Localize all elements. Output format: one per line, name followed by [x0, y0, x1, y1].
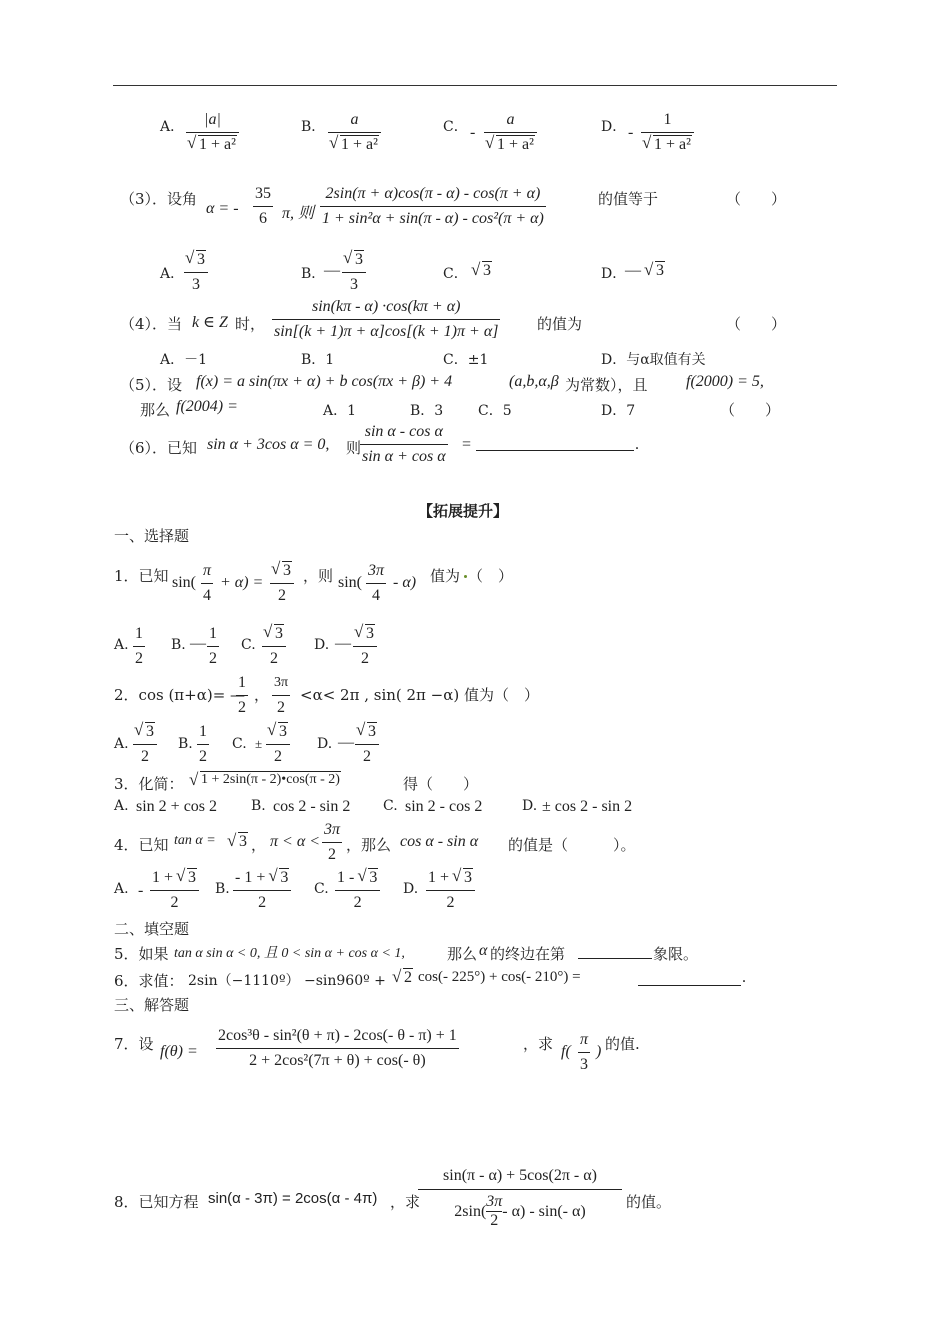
part-2-title: 二、填空题 — [114, 920, 190, 938]
q3-fraction — [253, 184, 273, 229]
p2-r-num: 3π — [274, 675, 289, 690]
q5-option-b: B．3 — [410, 403, 444, 419]
p2-option-a-label: A. — [114, 736, 129, 752]
section-title: 【拓展提升】 — [418, 502, 509, 520]
p3-expr: 1 + 2sin(π - 2)•cos(π - 2) — [201, 772, 340, 787]
p5-tail-a: 那么 — [447, 945, 478, 963]
q2-option-a — [186, 110, 239, 155]
p3-option-b: cos 2 - sin 2 — [273, 798, 351, 815]
p8-expression — [418, 1166, 622, 1230]
q6-equals: = — [462, 436, 472, 453]
p4-option-c — [335, 868, 380, 913]
q2-d-num: 1 — [663, 111, 672, 128]
p7-label: 7．设 — [114, 1035, 154, 1053]
p2-f-num: 1 — [238, 674, 246, 691]
p7-den: 2 + 2cos²(7π + θ) + cos(- θ) — [249, 1052, 426, 1069]
p2-option-d-sign: — — [338, 734, 354, 751]
q3-frac-num: 35 — [255, 185, 271, 202]
p1-b-den: 2 — [209, 650, 217, 667]
q4-option-b: B．1 — [301, 352, 335, 368]
p2-a-num: 3 — [146, 723, 154, 740]
p3-option-c-label: C. — [383, 798, 398, 814]
p1-rhs-den: 2 — [278, 587, 286, 604]
p7-ask-num: π — [580, 1031, 589, 1048]
p3-option-a-label: A. — [114, 798, 129, 814]
q2-option-c-sign: - — [470, 124, 476, 141]
p1-d-den: 2 — [361, 650, 369, 667]
p1-rhs — [270, 561, 294, 606]
q3-option-d-sign: — — [625, 262, 641, 279]
q6-condition: sin α + 3cos α = 0, — [207, 436, 330, 453]
p4-d-num-r: 3 — [464, 869, 473, 886]
p1-a-den: 2 — [135, 650, 143, 667]
p5-tail-c: 象限。 — [653, 945, 699, 963]
q3-option-b — [342, 250, 366, 295]
p5-condition: tan α sin α < 0, 且 0 < sin α + cos α < 1, — [174, 946, 405, 961]
q6-label: （6）．已知 — [120, 439, 198, 457]
q4-expression — [272, 297, 500, 342]
q6-period: . — [635, 436, 639, 453]
p8-den — [418, 1193, 622, 1230]
p3-option-a: sin 2 + cos 2 — [136, 798, 218, 815]
q5-option-a: A．1 — [323, 403, 357, 419]
p2-r-den: 2 — [277, 699, 286, 716]
q4-expr-den: sin[(k + 1)π + α]cos[(k + 1)π + α] — [274, 323, 499, 340]
p4-option-a — [150, 868, 199, 913]
p4-b-den: 2 — [258, 894, 267, 911]
p2-option-a — [133, 722, 157, 767]
p4-condition: tan α = — [174, 833, 216, 848]
p4-label: 4．已知 — [114, 836, 169, 854]
p1-option-b — [207, 624, 219, 669]
q3-pi-then: π, 则 — [282, 205, 315, 222]
p7-ask-den: 3 — [580, 1056, 588, 1073]
p3-option-b-label: B. — [251, 798, 266, 814]
q4-option-d: D．与α取值有关 — [601, 352, 706, 368]
p8-tail: 的值。 — [626, 1193, 672, 1211]
p2-range-frac — [272, 673, 290, 718]
q3-label: （3）．设角 — [120, 190, 198, 208]
q2-option-d — [641, 110, 694, 155]
q3-c-val: 3 — [483, 262, 491, 279]
p2-a-den: 2 — [141, 748, 149, 765]
p1-option-c-label: C. — [241, 637, 256, 653]
p1-then: ，则 — [303, 567, 334, 585]
q3-option-c-label: C． — [443, 266, 468, 282]
p1-rhs-num: 3 — [283, 562, 291, 579]
q2-b-num: a — [350, 111, 359, 128]
p7-ask: ，求 — [523, 1035, 554, 1053]
q5-function: f(x) = a sin(πx + α) + b cos(πx + β) + 4 — [196, 373, 453, 390]
p2-c-den: 2 — [274, 748, 282, 765]
q2-a-den: 1 + a² — [199, 136, 236, 153]
q4-option-c: C．±1 — [443, 352, 489, 368]
p1-b-num: 1 — [209, 625, 217, 642]
q4-tail: 的值为 — [537, 315, 583, 333]
p4-a-num-a: 1 + — [152, 869, 178, 886]
q4-expr-num: sin(kπ - α) ·cos(kπ + α) — [311, 298, 461, 315]
p1-f1-den: 4 — [203, 587, 211, 604]
p4-b-num-r: 3 — [280, 869, 289, 886]
q3-option-a-label: A． — [160, 266, 185, 282]
p1-f1-num: π — [203, 562, 212, 579]
p6-root — [393, 969, 413, 987]
p4-a-num-r: 3 — [188, 869, 197, 886]
p4-d-num-a: 1 + — [428, 869, 454, 886]
part-1-title: 一、选择题 — [114, 527, 190, 545]
p1-answer-paren: （ ） — [468, 567, 514, 585]
p2-option-b-label: B. — [178, 736, 193, 752]
p5-answer-blank[interactable] — [578, 958, 652, 959]
p4-cond-val: 3 — [239, 833, 247, 850]
p1-sin2-open: sin( — [338, 574, 362, 591]
p1-option-a-label: A. — [114, 637, 129, 653]
p4-c-num-a: 1 - — [337, 869, 359, 886]
p1-tail: 值为 — [430, 567, 461, 585]
q6-expr-num: sin α - cos α — [364, 423, 443, 440]
p4-tail-b: 的值是（ ）。 — [508, 836, 636, 854]
q2-option-b-label: B． — [301, 119, 326, 135]
p5-alpha: α — [479, 942, 488, 959]
p2-option-c — [266, 722, 290, 767]
p8-num: sin(π - α) + 5cos(2π - α) — [443, 1167, 597, 1184]
q3-d-val: 3 — [656, 262, 664, 279]
p1-frac-1 — [201, 561, 213, 606]
p8-ask: ，求 — [390, 1193, 421, 1211]
p3-label: 3．化简： — [114, 775, 184, 793]
p7-num: 2cos³θ - sin²(θ + π) - 2cos(- θ - π) + 1 — [218, 1027, 457, 1044]
q2-option-d-sign: - — [628, 124, 634, 141]
p2-option-d — [355, 722, 379, 767]
p4-d-den: 2 — [446, 894, 455, 911]
p4-range-frac — [322, 820, 342, 865]
q6-answer-blank[interactable] — [476, 450, 634, 451]
p1-option-c — [262, 624, 286, 669]
q3-tail: 的值等于 — [598, 190, 659, 208]
q5-line2-label: 那么 — [140, 401, 171, 419]
p7-expression — [216, 1026, 459, 1071]
q2-option-c — [484, 110, 537, 155]
p3-option-d: ± cos 2 - sin 2 — [542, 798, 633, 815]
p1-option-b-label: B. — [171, 637, 186, 653]
q5-constants-tail: 为常数），且 — [565, 376, 648, 394]
q5-given: f(2000) = 5, — [686, 373, 764, 390]
q2-b-den: 1 + a² — [341, 136, 378, 153]
p1-f2-num: 3π — [368, 562, 385, 579]
p8-equation: sin(α - 3π) = 2cos(α - 4π) — [208, 1190, 378, 1207]
p4-c-num-r: 3 — [369, 869, 378, 886]
q5-answer-paren: （ ） — [720, 401, 781, 419]
part-3-title: 三、解答题 — [114, 996, 190, 1014]
p2-f-den: 2 — [238, 699, 246, 716]
q3-b-num: 3 — [355, 251, 363, 268]
p6-answer-blank[interactable] — [638, 985, 741, 986]
p2-d-den: 2 — [363, 748, 371, 765]
q3-expr-den: 1 + sin²α + sin(π - α) - cos²(π + α) — [322, 210, 544, 227]
q5-option-c: C．5 — [478, 403, 512, 419]
p3-option-c: sin 2 - cos 2 — [405, 798, 483, 815]
q3-frac-den: 6 — [259, 210, 267, 227]
p4-b-num-a: - 1 + — [235, 869, 270, 886]
p7-ask-f: f( — [561, 1043, 571, 1060]
p4-option-a-sign: - — [138, 882, 144, 899]
p8-label: 8．已知方程 — [114, 1193, 199, 1211]
p1-c-num: 3 — [275, 625, 283, 642]
p1-sin-open: sin( — [172, 574, 196, 591]
p1-minus-alpha: - α) — [393, 574, 417, 591]
p4-a-den: 2 — [170, 894, 179, 911]
p4-r-den: 2 — [328, 846, 336, 863]
p1-option-d-label: D. — [314, 637, 330, 653]
p3-tail: 得（ ） — [403, 775, 479, 793]
p4-option-d — [426, 868, 475, 913]
p5-label: 5．如果 — [114, 945, 169, 963]
p7-ask-close: ) — [596, 1043, 602, 1060]
p4-comma: ， — [251, 836, 267, 854]
p2-b-num: 1 — [199, 723, 207, 740]
q5-constants: (a,b,α,β — [509, 373, 559, 390]
p2-d-num: 3 — [368, 723, 376, 740]
p4-c-den: 2 — [353, 894, 362, 911]
p8-den-a: 2sin( — [454, 1202, 487, 1220]
p1-frac-2 — [366, 561, 386, 606]
p6-expression-a: 2sin（−1110º） −sin960º + — [188, 973, 386, 989]
p7-ask-frac — [578, 1030, 590, 1075]
q4-condition: k ∈ Z — [192, 314, 228, 331]
q3-expression — [320, 184, 546, 229]
q6-expr-den: sin α + cos α — [362, 448, 446, 465]
p8-den-num: 3π — [486, 1193, 503, 1210]
p1-option-d — [353, 624, 377, 669]
p2-c-num: 3 — [279, 723, 287, 740]
q5-option-d: D．7 — [601, 403, 636, 419]
p6-period: . — [742, 969, 746, 986]
p1-option-d-sign: — — [335, 635, 351, 652]
p1-option-b-sign: — — [190, 635, 206, 652]
p1-option-a — [133, 624, 145, 669]
p1-c-den: 2 — [270, 650, 278, 667]
p8-den-den: 2 — [490, 1212, 499, 1229]
p8-den-frac — [486, 1193, 502, 1230]
p1-marker-dot — [464, 575, 467, 578]
p8-den-b: - α) - sin(- α) — [502, 1202, 586, 1220]
q2-option-c-label: C． — [443, 119, 468, 135]
q3-b-den: 3 — [350, 276, 358, 293]
q3-option-b-label: B． — [301, 266, 326, 282]
q4-time: 时， — [235, 315, 266, 333]
p7-function: f(θ) = — [160, 1043, 198, 1060]
q3-option-c — [472, 262, 492, 280]
p4-option-c-label: C. — [314, 881, 329, 897]
q2-d-den: 1 + a² — [654, 136, 691, 153]
q3-option-b-sign: — — [324, 262, 340, 279]
q3-alpha-eq: α = - — [206, 200, 239, 217]
p4-range: π < α < — [270, 833, 321, 850]
p1-a-num: 1 — [135, 625, 143, 642]
p2-range: <α< 2π , sin( 2π −α) 值为（ ） — [300, 686, 540, 704]
p6-expression-b: cos(- 225°) + cos(- 210°) = — [418, 969, 581, 985]
q2-c-num: a — [506, 111, 515, 128]
q6-expression — [360, 422, 448, 467]
p2-option-b — [197, 722, 209, 767]
p2-option-c-sign: ± — [255, 736, 263, 751]
q5-label: （5）．设 — [120, 376, 183, 394]
q3-option-a — [184, 250, 208, 295]
q3-option-d-label: D． — [601, 266, 627, 282]
p4-ask: cos α - sin α — [400, 833, 479, 850]
q5-ask: f(2004) = — [176, 398, 238, 415]
p3-option-d-label: D. — [522, 798, 538, 814]
p4-option-d-label: D. — [403, 881, 419, 897]
q3-a-den: 3 — [192, 276, 200, 293]
q3-option-d — [645, 262, 665, 280]
q2-a-num: |a| — [204, 111, 221, 128]
p6-root-val: 2 — [404, 969, 412, 986]
q4-label: （4）．当 — [120, 315, 183, 333]
q3-expr-num: 2sin(π + α)cos(π - α) - cos(π + α) — [325, 185, 541, 202]
p5-tail-b: 的终边在第 — [490, 945, 566, 963]
p1-label: 1．已知 — [114, 567, 169, 585]
p2-option-d-label: D. — [317, 736, 333, 752]
p4-condition-root — [228, 833, 248, 851]
q3-a-num: 3 — [197, 251, 205, 268]
q2-c-den: 1 + a² — [497, 136, 534, 153]
p4-option-a-label: A. — [114, 881, 129, 897]
p2-b-den: 2 — [199, 748, 207, 765]
p4-tail-a: ，那么 — [346, 836, 392, 854]
q4-answer-paren: （ ） — [726, 315, 787, 333]
p2-option-c-label: C. — [232, 736, 247, 752]
q3-answer-paren: （ ） — [726, 190, 787, 208]
p4-r-num: 3π — [324, 821, 341, 838]
p4-option-b — [233, 868, 291, 913]
p2-label: 2．cos (π+α)= — — [114, 686, 246, 704]
p1-plus-alpha: + α) = — [220, 574, 264, 591]
p1-d-num: 3 — [366, 625, 374, 642]
q2-option-a-label: A． — [160, 119, 185, 135]
p2-comma: ， — [254, 686, 270, 704]
p4-option-b-label: B. — [215, 881, 230, 897]
q2-option-d-label: D． — [601, 119, 627, 135]
header-rule — [113, 85, 837, 86]
p7-tail: 的值. — [605, 1035, 640, 1053]
q2-option-b — [328, 110, 381, 155]
p1-f2-den: 4 — [372, 587, 380, 604]
q4-option-a: A．－1 — [160, 352, 208, 368]
p6-label: 6．求值： — [114, 972, 184, 990]
q6-then: 则 — [346, 439, 362, 457]
p3-expression — [190, 772, 341, 788]
p2-frac — [236, 673, 248, 718]
